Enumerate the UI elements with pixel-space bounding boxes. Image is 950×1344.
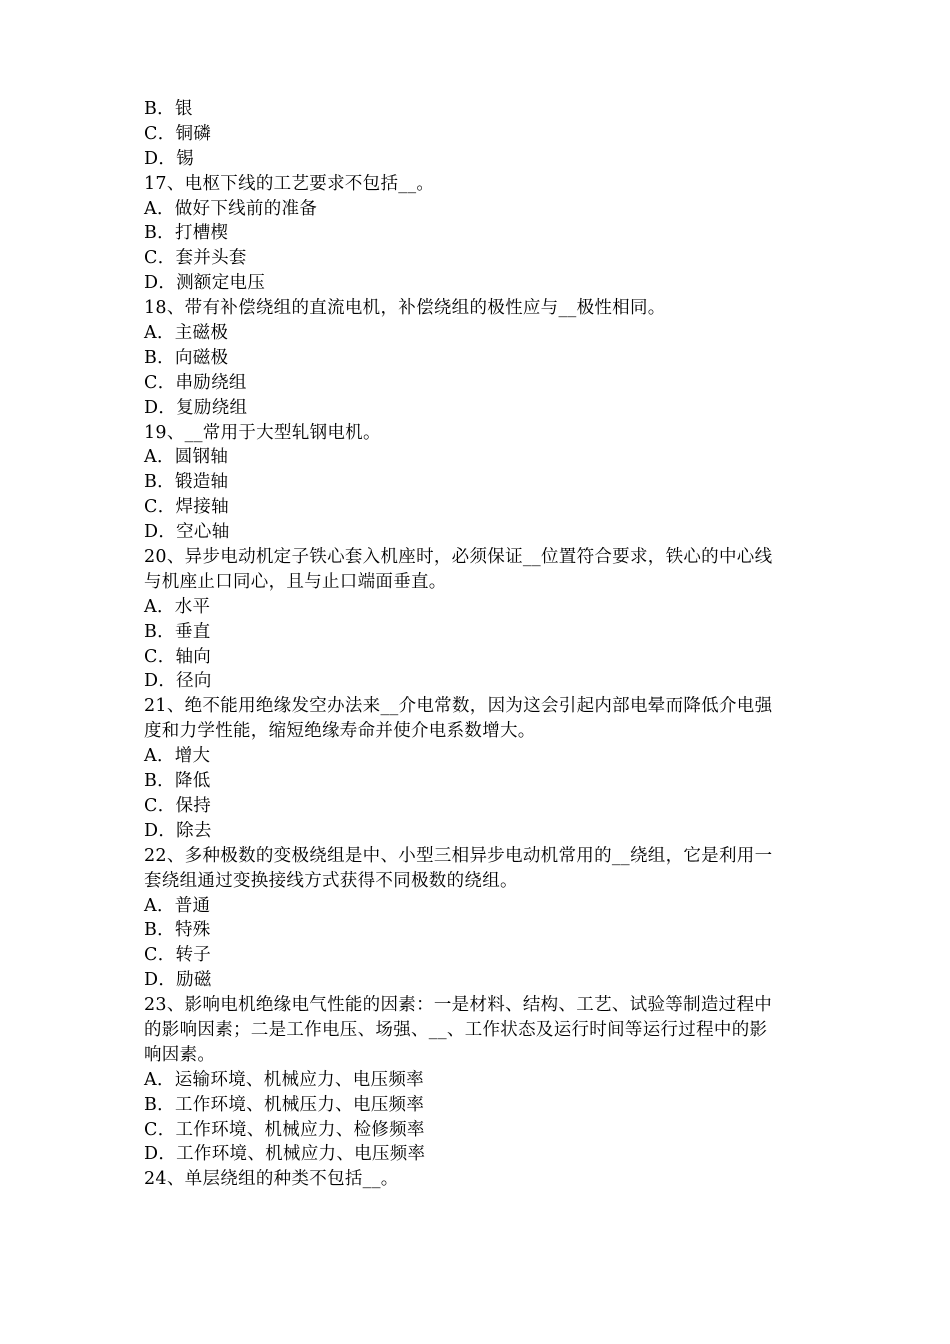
question-23-cont: 响因素。 bbox=[144, 1044, 216, 1065]
option-b: B．向磁极 bbox=[144, 347, 229, 368]
option-b: B．垂直 bbox=[144, 621, 211, 642]
option-b: B．锻造轴 bbox=[144, 472, 229, 493]
question-24: 24、单层绕组的种类不包括__。 bbox=[144, 1169, 399, 1190]
question-18: 18、带有补偿绕组的直流电机，补偿绕组的极性应与__极性相同。 bbox=[144, 298, 666, 319]
text-line: D．锡 bbox=[144, 148, 194, 169]
question-23-cont: 的影响因素；二是工作电压、场强、__、工作状态及运行时间等运行过程中的影 bbox=[144, 1019, 768, 1040]
option-a: A．水平 bbox=[144, 596, 211, 617]
option-c: C．串励绕组 bbox=[144, 372, 247, 393]
text-line: C．铜磷 bbox=[144, 123, 212, 144]
question-20-cont: 与机座止口同心，且与止口端面垂直。 bbox=[144, 571, 447, 592]
option-a: A．圆钢轴 bbox=[144, 447, 229, 468]
option-c: C．焊接轴 bbox=[144, 497, 229, 518]
option-c: C．轴向 bbox=[144, 646, 212, 667]
option-c: C．保持 bbox=[144, 795, 212, 816]
question-17: 17、电枢下线的工艺要求不包括__。 bbox=[144, 173, 435, 194]
option-d: D．工作环境、机械应力、电压频率 bbox=[144, 1144, 426, 1165]
option-c: C．套并头套 bbox=[144, 248, 247, 269]
option-c: C．转子 bbox=[144, 945, 212, 966]
option-d: D．除去 bbox=[144, 820, 212, 841]
question-21-cont: 度和力学性能，缩短绝缘寿命并使介电系数增大。 bbox=[144, 721, 536, 742]
option-b: B．特殊 bbox=[144, 920, 211, 941]
question-23: 23、影响电机绝缘电气性能的因素：一是材料、结构、工艺、试验等制造过程中 bbox=[144, 995, 773, 1016]
option-d: D．测额定电压 bbox=[144, 273, 266, 294]
option-c: C．工作环境、机械应力、检修频率 bbox=[144, 1119, 425, 1140]
question-19: 19、__常用于大型轧钢电机。 bbox=[144, 422, 381, 443]
option-d: D．空心轴 bbox=[144, 522, 230, 543]
option-d: D．复励绕组 bbox=[144, 397, 248, 418]
option-b: B．打槽楔 bbox=[144, 223, 229, 244]
option-b: B．降低 bbox=[144, 771, 211, 792]
question-22-cont: 套绕组通过变换接线方式获得不同极数的绕组。 bbox=[144, 870, 518, 891]
question-22: 22、多种极数的变极绕组是中、小型三相异步电动机常用的__绕组，它是利用一 bbox=[144, 845, 773, 866]
option-a: A．运输环境、机械应力、电压频率 bbox=[144, 1069, 424, 1090]
question-21: 21、绝不能用绝缘发空办法来__介电常数，因为这会引起内部电晕而降低介电强 bbox=[144, 696, 773, 717]
option-a: A．做好下线前的准备 bbox=[144, 198, 318, 219]
option-a: A．主磁极 bbox=[144, 323, 229, 344]
option-d: D．径向 bbox=[144, 671, 212, 692]
document-page bbox=[144, 97, 824, 1192]
text-line: B．银 bbox=[144, 99, 193, 119]
option-d: D．励磁 bbox=[144, 970, 212, 991]
option-a: A．增大 bbox=[144, 746, 211, 767]
option-b: B．工作环境、机械压力、电压频率 bbox=[144, 1094, 425, 1115]
question-20: 20、异步电动机定子铁心套入机座时，必须保证__位置符合要求，铁心的中心线 bbox=[144, 547, 773, 568]
option-a: A．普通 bbox=[144, 895, 211, 916]
